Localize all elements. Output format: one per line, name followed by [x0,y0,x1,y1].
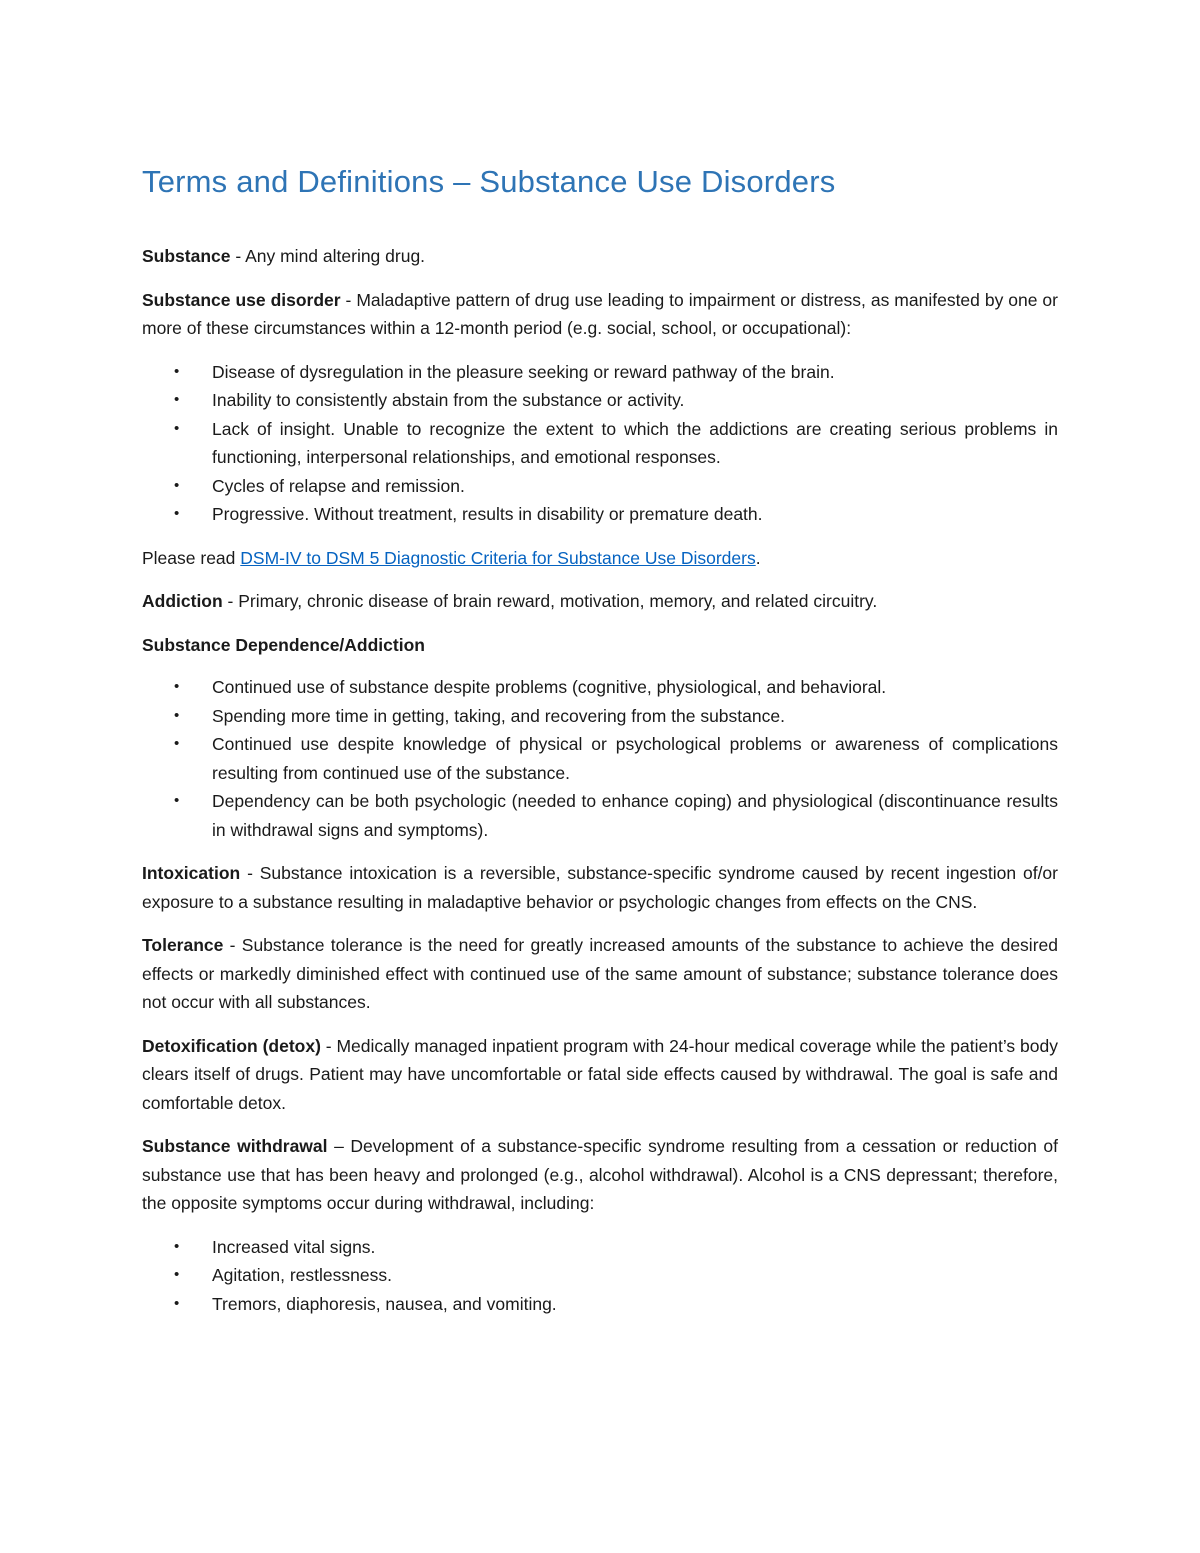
dependence-bullet-list [142,673,1058,844]
list-item-text: Progressive. Without treatment, results in disability or premature death. [212,504,763,524]
read-note-prefix: Please read [142,547,241,568]
term-label: Tolerance [142,935,224,955]
dependence-heading: Substance Dependence/Addiction [142,634,425,655]
definition-tolerance [142,931,1058,1017]
list-item [142,702,1058,731]
list-item [142,1290,1058,1319]
bullet-icon: • [174,678,180,695]
list-item [142,1233,1058,1262]
list-item [142,358,1058,387]
list-item [142,730,1058,787]
term-label: Substance [142,246,231,266]
list-item [142,787,1058,844]
list-item-text: Agitation, restlessness. [212,1265,392,1285]
list-item [142,472,1058,501]
bullet-icon: • [174,362,180,380]
definition-withdrawal [142,1132,1058,1218]
term-label: Intoxication [142,863,241,883]
term-definition: - Substance tolerance is the need for greatly increased amounts of the substance to achieve the desired effects or markedly diminished effect with continued use of the same amount of substance; substance tolerance does not occur with all substances. [142,935,1058,1012]
term-label: Substance withdrawal [142,1136,328,1156]
bullet-icon: • [174,505,180,522]
bullet-icon: • [174,476,180,494]
read-note-suffix: . [755,547,761,568]
dsm-criteria-link[interactable]: DSM-IV to DSM 5 Diagnostic Criteria for Substance Use Disorders [240,547,756,568]
list-item-text: Cycles of relapse and remission. [212,475,465,496]
list-item-text: Inability to consistently abstain from the substance or activity. [212,390,685,410]
list-item-text: Continued use despite knowledge of physical or psychological problems or awareness of complications resulting from continued use of the substance. [212,734,1058,783]
bullet-icon: • [174,1294,180,1312]
term-label: Substance use disorder [142,289,341,310]
list-item-text: Disease of dysregulation in the pleasure seeking or reward pathway of the brain. [212,361,835,382]
bullet-icon: • [174,706,180,724]
bullet-icon: • [174,391,180,408]
list-item [142,673,1058,702]
definition-addiction [142,587,1058,616]
term-label: Addiction [142,591,223,611]
list-item-text: Tremors, diaphoresis, nausea, and vomiting. [212,1293,557,1314]
list-item-text: Increased vital signs. [212,1236,376,1257]
term-label: Detoxification (detox) [142,1035,321,1056]
page-title: Terms and Definitions – Substance Use Disorders [142,164,836,199]
bullet-icon: • [174,1237,180,1255]
list-item [142,415,1058,472]
sud-bullet-list [142,358,1058,529]
read-note [142,544,1058,573]
bullet-icon: • [174,419,180,437]
list-item [142,386,1058,415]
list-item [142,500,1058,529]
list-item-text: Dependency can be both psychologic (needed to enhance coping) and physiological (discontinuance results in withdrawal signs and symptoms). [212,791,1058,840]
list-item [142,1261,1058,1290]
term-definition: - Substance intoxication is a reversible, substance-specific syndrome caused by recent ingestion of/or exposure to a substance resulting in maladaptive behavior or psychologic changes from effects on the CNS. [142,863,1058,912]
term-definition: - Primary, chronic disease of brain reward, motivation, memory, and related circuitry. [222,591,878,611]
bullet-icon: • [174,792,180,809]
list-item-text: Spending more time in getting, taking, and recovering from the substance. [212,705,785,726]
document-page [142,160,1058,1333]
term-definition: – Development of a substance-specific syndrome resulting from a cessation or reduction of substance use that has been heavy and prolonged (e.g., alcohol withdrawal). Alcohol is a CNS depressant; therefore, the opposite symptoms occur during withdrawal, including: [142,1136,1058,1213]
list-item-text: Continued use of substance despite problems (cognitive, physiological, and behavioral. [212,677,887,697]
list-item-text: Lack of insight. Unable to recognize the extent to which the addictions are creating serious problems in functioning, interpersonal relationships, and emotional responses. [212,418,1058,467]
withdrawal-bullet-list [142,1233,1058,1319]
definition-detox [142,1032,1058,1118]
bullet-icon: • [174,735,180,752]
term-definition: - Maladaptive pattern of drug use leading to impairment or distress, as manifested by one or more of these circumstances within a 12-month period (e.g. social, school, or occupational): [142,289,1058,338]
definition-intoxication [142,859,1058,916]
bullet-icon: • [174,1266,180,1283]
term-definition: - Medically managed inpatient program with 24-hour medical coverage while the patient’s body clears itself of drugs. Patient may have uncomfortable or fatal side effects caused by withdrawal. The goal is safe and comfortable detox. [142,1035,1058,1113]
definition-substance-use-disorder [142,286,1058,343]
definition-substance [142,242,1058,271]
term-definition: - Any mind altering drug. [230,246,426,266]
